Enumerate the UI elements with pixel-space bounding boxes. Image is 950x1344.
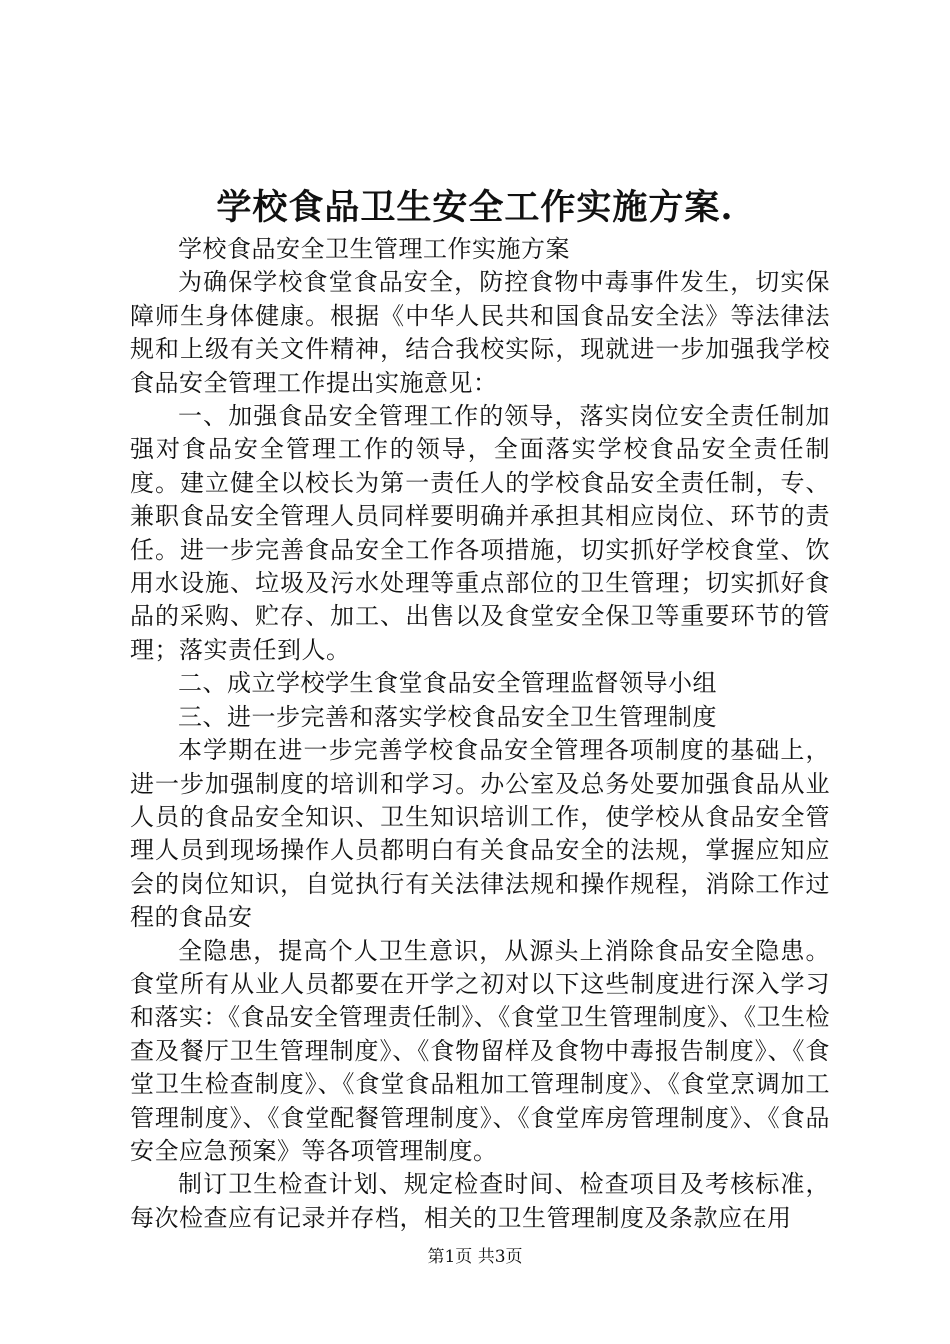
document-title: 学校食品卫生安全工作实施方案. — [216, 187, 734, 228]
paragraph-subtitle: 学校食品安全卫生管理工作实施方案 — [178, 235, 570, 263]
paragraph-regulations: 全隐患，提高个人卫生意识，从源头上消除食品安全隐患。食堂所有从业人员都要在开学之初对以下这些制度进行深入学习和落实：《食品安全管理责任制》、《食堂卫生管理制度》、《卫生检查及餐厅卫生管理制度》、《食物留样及食物中毒报告制度》、《食堂卫生检查制度》、《食堂食品粗加工管理制度》、《食堂烹调加工管理制度》、《食堂配餐管理制度》、《食堂库房管理制度》、《食品安全应急预案》等各项管理制度。 — [130, 936, 830, 1165]
paragraph-intro: 为确保学校食堂食品安全，防控食物中毒事件发生，切实保障师生身体健康。根据《中华人民共和国食品安全法》等法律法规和上级有关文件精神，结合我校实际，现就进一步加强我学校食品安全管理工作提出实施意见： — [130, 268, 830, 397]
paragraph-training: 本学期在进一步完善学校食品安全管理各项制度的基础上，进一步加强制度的培训和学习。办公室及总务处要加强食品从业人员的食品安全知识、卫生知识培训工作，使学校从食品安全管理人员到现场操作人员都明白有关食品安全的法规，掌握应知应会的岗位知识，自觉执行有关法律法规和操作规程，消除工作过程的食品安 — [130, 736, 830, 932]
page-footer: 第1页 共3页 — [427, 1247, 523, 1267]
paragraph-section-1: 一、加强食品安全管理工作的领导，落实岗位安全责任制加强对食品安全管理工作的领导，全面落实学校食品安全责任制度。建立健全以校长为第一责任人的学校食品安全责任制，专、兼职食品安全管理人员同样要明确并承担其相应岗位、环节的责任。进一步完善食品安全工作各项措施，切实抓好学校食堂、饮用水设施、垃圾及污水处理等重点部位的卫生管理；切实抓好食品的采购、贮存、加工、出售以及食堂安全保卫等重要环节的管理；落实责任到人。 — [130, 402, 830, 664]
paragraph-section-3: 三、进一步完善和落实学校食品安全卫生管理制度 — [178, 702, 717, 731]
document-body — [130, 233, 830, 1235]
paragraph-section-2: 二、成立学校学生食堂食品安全管理监督领导小组 — [178, 669, 717, 698]
paragraph-inspection: 制订卫生检查计划、规定检查时间、检查项目及考核标准，每次检查应有记录并存档，相关的卫生管理制度及条款应在用 — [130, 1170, 830, 1232]
